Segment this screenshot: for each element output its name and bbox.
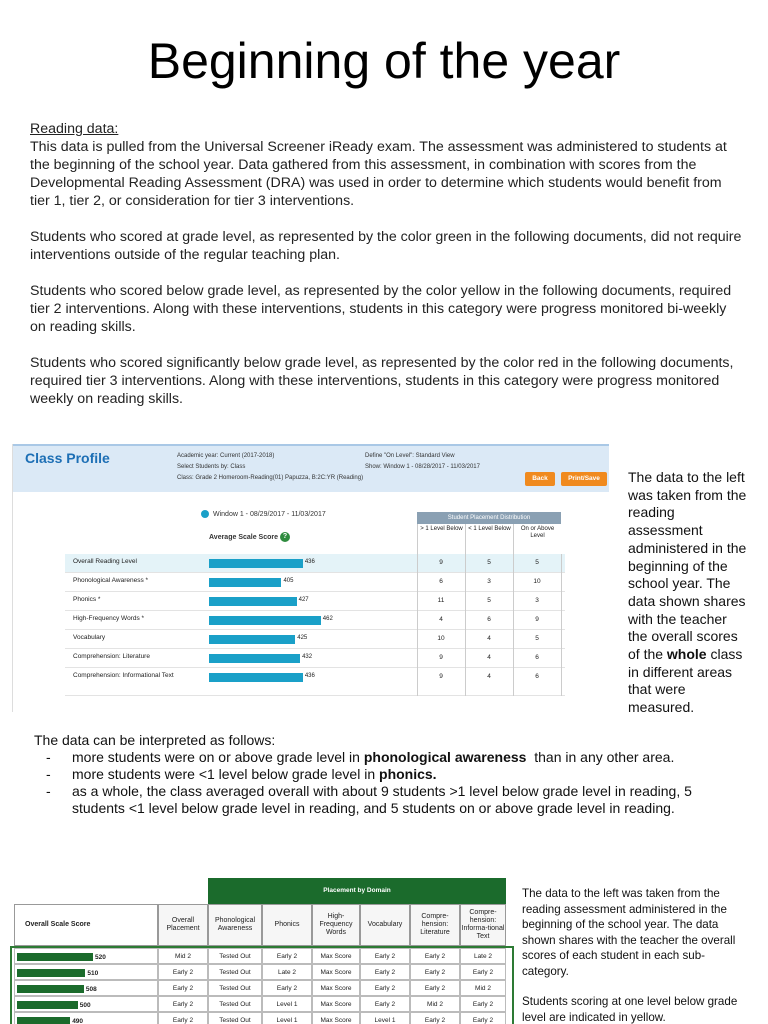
- scale-score-value: 508: [85, 986, 97, 993]
- score-bar: [209, 635, 295, 644]
- average-scale-score-header: Average Scale Score ?: [209, 532, 290, 542]
- score-value: 432: [302, 654, 313, 660]
- placement-cell: Level 1: [360, 1012, 410, 1024]
- class-name: Class: Grade 2 Homeroom-Reading(01) Papuzza, B:2C:YR (Reading): [177, 475, 364, 481]
- placement-cell: Max Score: [312, 1012, 360, 1024]
- scale-score-value: 520: [95, 954, 106, 961]
- placement-count: 4: [487, 654, 491, 661]
- domain-label: High-Frequency Words *: [73, 615, 145, 622]
- placement-cell: Early 2: [360, 980, 410, 996]
- report-settings: [365, 452, 565, 471]
- class-profile-header: [13, 444, 609, 492]
- placement-count: 6: [487, 616, 491, 623]
- highlight-outline: [10, 946, 514, 1024]
- domain-column-header: Overall Scale Score: [14, 904, 158, 946]
- score-bar: [209, 597, 297, 606]
- placement-count: 6: [535, 654, 539, 661]
- domain-explanation-paragraph: The data to the left was taken from the reading assessment administered in the beginning of the school year. The data shown shares with the teacher the overall scores of each student in each sub-category.: [522, 887, 736, 978]
- placement-cell: Early 2: [460, 964, 506, 980]
- placement-count: 5: [487, 597, 491, 604]
- placement-cell: Late 2: [460, 948, 506, 964]
- placement-count: 6: [439, 578, 443, 585]
- score-bar: [209, 616, 321, 625]
- placement-count: 11: [437, 597, 445, 604]
- placement-count: 4: [487, 635, 491, 642]
- yellow-note: Students scoring at one level below grade level are indicated in yellow.: [522, 995, 738, 1024]
- score-value: 436: [304, 673, 315, 679]
- placement-cell: Max Score: [312, 948, 360, 964]
- placement-count: 5: [535, 635, 539, 642]
- placement-cell: Early 2: [460, 1012, 506, 1024]
- print-save-button[interactable]: Print/Save: [561, 472, 607, 486]
- placement-cell: Mid 2: [158, 948, 208, 964]
- report-filters: [177, 452, 367, 482]
- domain-label: Comprehension: Informational Text: [73, 672, 174, 679]
- placement-cell: Tested Out: [208, 980, 262, 996]
- reading-data-section: [30, 120, 742, 408]
- domain-label: Comprehension: Literature: [73, 653, 150, 660]
- interpretation-item: - more students were <1 level below grade level in phonics.: [34, 766, 714, 783]
- placement-cell: Early 2: [460, 996, 506, 1012]
- placement-count: 9: [439, 559, 443, 566]
- placement-cell: Early 2: [360, 996, 410, 1012]
- class-profile-row: [65, 630, 565, 649]
- placement-cell: Early 2: [410, 948, 460, 964]
- scale-score-value: 490: [72, 1018, 84, 1024]
- placement-count: 6: [535, 673, 539, 680]
- placement-cell: Early 2: [360, 948, 410, 964]
- domain-column-header: Compre-hension: Literature: [410, 904, 460, 946]
- interpretation-intro: The data can be interpreted as follows:: [34, 732, 276, 748]
- placement-count: 10: [437, 635, 445, 642]
- score-bar: [209, 559, 303, 568]
- placement-cell: Level 1: [262, 996, 312, 1012]
- window-label: Window 1 - 08/29/2017 - 11/03/2017: [201, 510, 326, 518]
- class-profile-row: [65, 611, 565, 630]
- interpretation-section: [34, 732, 714, 817]
- domain-column-header: High-Frequency Words: [312, 904, 360, 946]
- placement-cell: Max Score: [312, 980, 360, 996]
- domain-label: Vocabulary: [73, 634, 106, 641]
- class-profile-row: [65, 668, 565, 696]
- placement-count: 3: [535, 597, 539, 604]
- intro-paragraph-3: Students who scored below grade level, as represented by the color yellow in the following documents, required tier 2 interventions. Along with these interventions, students in this category were progress monitored bi-weekly on reading skills.: [30, 283, 732, 335]
- placement-cell: Max Score: [312, 964, 360, 980]
- reading-data-heading: Reading data:: [30, 121, 119, 137]
- select-students: Select Students by: Class: [177, 464, 246, 470]
- domain-table-explanation: [522, 886, 748, 1024]
- domain-column-header: Vocabulary: [360, 904, 410, 946]
- back-button[interactable]: Back: [525, 472, 555, 486]
- placement-cell: Mid 2: [410, 996, 460, 1012]
- intro-paragraph-4: Students who scored significantly below grade level, as represented by the color red in the following documents, required tier 3 interventions. Along with these interventions, students in this category were progress monitored weekly on reading skills.: [30, 355, 734, 407]
- class-profile-row: [65, 573, 565, 592]
- intro-paragraph-1: This data is pulled from the Universal Screener iReady exam. The assessment was administered to students at the beginning of the school year. Data gathered from this assessment, in combination with scores from the Developmental Reading Assessment (DRA) was used in order to determine which students would benefit from tier 1, tier 2, or consideration for tier 3 interventions.: [30, 139, 727, 209]
- placement-count: 9: [439, 654, 443, 661]
- placement-cell: Tested Out: [208, 1012, 262, 1024]
- placement-by-domain-header: Placement by Domain: [208, 878, 506, 904]
- placement-distribution-header: Student Placement Distribution: [417, 512, 561, 524]
- placement-cell: Early 2: [262, 948, 312, 964]
- placement-count: 3: [487, 578, 491, 585]
- placement-count: 5: [487, 559, 491, 566]
- placement-count: 5: [535, 559, 539, 566]
- score-bar: [209, 654, 300, 663]
- interpretation-item: - as a whole, the class averaged overall with about 9 students >1 level below grade level in reading, 5 students <1 level below grade level in reading, and 5 students on or above grade level in reading.: [34, 783, 714, 817]
- show-window: Show: Window 1 - 08/28/2017 - 11/03/2017: [365, 464, 480, 470]
- domain-column-header: Phonological Awareness: [208, 904, 262, 946]
- placement-cell: Early 2: [410, 1012, 460, 1024]
- placement-cell: Early 2: [262, 980, 312, 996]
- placement-count: 4: [487, 673, 491, 680]
- placement-by-domain-table: [14, 878, 514, 1024]
- placement-cell: Early 2: [360, 964, 410, 980]
- placement-count: 9: [535, 616, 539, 623]
- score-value: 425: [297, 635, 308, 641]
- placement-cell: Late 2: [262, 964, 312, 980]
- domain-label: Overall Reading Level: [73, 558, 137, 565]
- placement-cell: Mid 2: [460, 980, 506, 996]
- placement-cell: Max Score: [312, 996, 360, 1012]
- placement-cell: Early 2: [158, 964, 208, 980]
- domain-column-header: Phonics: [262, 904, 312, 946]
- scale-score-value: 510: [87, 970, 99, 977]
- help-icon[interactable]: ?: [280, 532, 290, 542]
- domain-column-header: Compre-hension: Informa-tional Text: [460, 904, 506, 946]
- page-title: Beginning of the year: [147, 33, 621, 89]
- domain-column-header: Overall Placement: [158, 904, 208, 946]
- class-profile-row: [65, 554, 565, 573]
- placement-count: 9: [439, 673, 443, 680]
- placement-cell: Early 2: [158, 996, 208, 1012]
- academic-year: Academic year: Current (2017-2018): [177, 453, 275, 459]
- domain-label: Phonics *: [73, 596, 101, 603]
- scale-score-value: 500: [79, 1002, 91, 1009]
- class-profile-row: [65, 592, 565, 611]
- col-less-than-one-below: < 1 Level Below: [465, 524, 513, 554]
- placement-cell: Early 2: [158, 1012, 208, 1024]
- score-value: 462: [322, 616, 333, 622]
- placement-count: 4: [439, 616, 443, 623]
- define-on-level: Define "On Level": Standard View: [365, 453, 455, 459]
- class-profile-row: [65, 649, 565, 668]
- placement-cell: Tested Out: [208, 964, 262, 980]
- score-bar: [209, 578, 281, 587]
- placement-cell: Level 1: [262, 1012, 312, 1024]
- placement-count: 10: [533, 578, 541, 585]
- placement-cell: Early 2: [158, 980, 208, 996]
- score-value: 427: [298, 597, 309, 603]
- score-bar: [209, 673, 303, 682]
- window-indicator-icon: [201, 510, 209, 518]
- interpretation-item: - more students were on or above grade level in phonological awareness than in any other area.: [34, 749, 714, 766]
- intro-paragraph-2: Students who scored at grade level, as represented by the color green in the following documents, did not require interventions outside of the regular teaching plan.: [30, 229, 742, 263]
- class-profile-title: Class Profile: [25, 450, 110, 466]
- placement-cell: Early 2: [410, 980, 460, 996]
- score-value: 436: [304, 559, 315, 565]
- col-more-than-one-below: > 1 Level Below: [417, 524, 465, 554]
- col-on-or-above: On or Above Level: [513, 524, 561, 554]
- placement-cell: Tested Out: [208, 948, 262, 964]
- domain-label: Phonological Awareness *: [73, 577, 149, 584]
- placement-cell: Early 2: [410, 964, 460, 980]
- placement-cell: Tested Out: [208, 996, 262, 1012]
- interpretation-list: [34, 749, 714, 817]
- score-value: 405: [283, 578, 294, 584]
- class-profile-explanation: The data to the left was taken from the reading assessment administered in the beginning of the school year. The data shown shares with the teacher the overall scores of the whole class in different areas that were measured.: [628, 469, 747, 716]
- class-profile-report: [12, 444, 608, 712]
